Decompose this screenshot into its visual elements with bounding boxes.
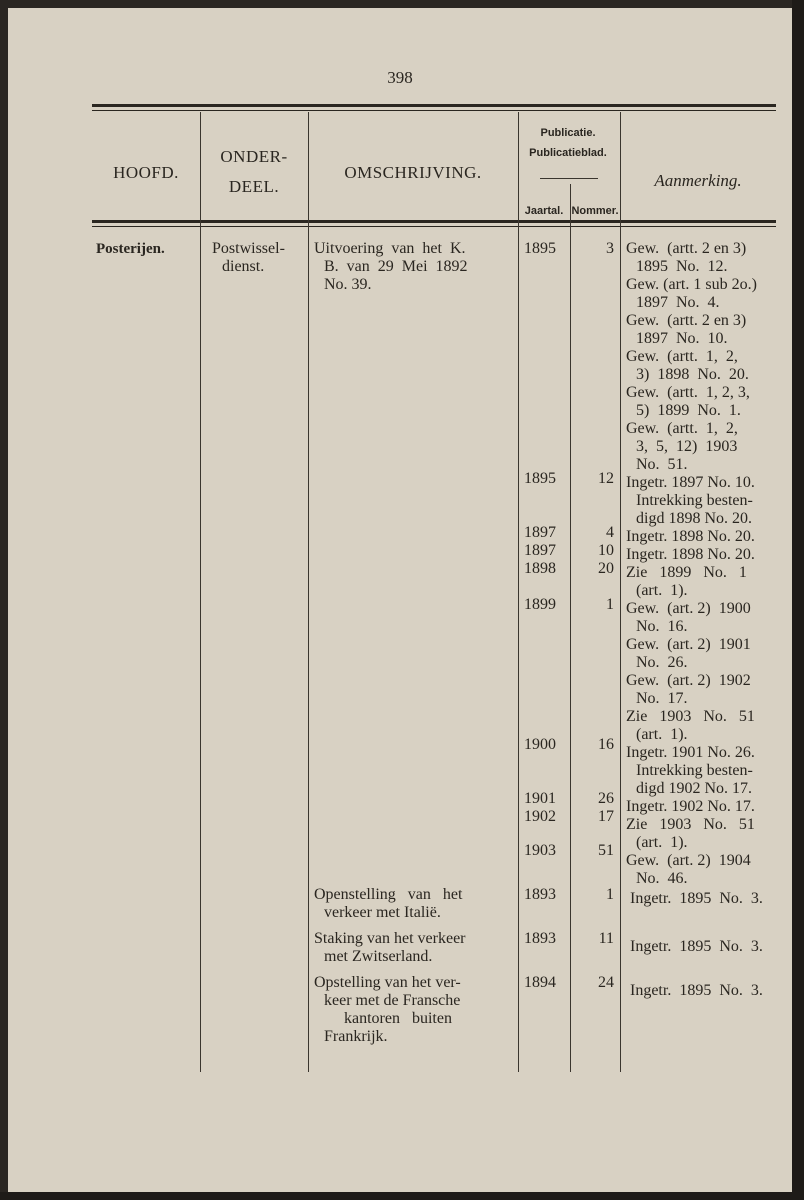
nommer-cell: 11 [598, 930, 614, 947]
header-aanmerking: Aanmerking. [654, 171, 742, 190]
aanmerking-line: Intrekking besten- [636, 492, 753, 509]
aanmerking-line: Zie 1903 No. 51 [626, 708, 755, 725]
jaartal-cell: 1893 [524, 930, 556, 947]
nommer-cell: 1 [606, 886, 614, 903]
aanmerking-line: 5) 1899 No. 1. [636, 402, 741, 419]
omschrijving-line: Opstelling van het ver- [314, 974, 461, 991]
omschrijving-line: No. 39. [324, 276, 372, 293]
omschrijving-line: Openstelling van het [314, 886, 463, 903]
jaartal-cell: 1903 [524, 842, 556, 859]
nommer-cell: 1 [606, 596, 614, 613]
jaartal-cell: 1898 [524, 560, 556, 577]
aanmerking-line: Gew. (artt. 1, 2, [626, 348, 738, 365]
aanmerking-line: 1897 No. 10. [636, 330, 728, 347]
aanmerking-line: Gew. (art. 1 sub 2o.) [626, 276, 757, 293]
aanmerking-line: Gew. (art. 2) 1901 [626, 636, 751, 653]
header-jaartal: Jaartal. [524, 205, 564, 217]
aanmerking-line: No. 51. [636, 456, 688, 473]
nommer-cell: 17 [598, 808, 614, 825]
aanmerking-line: Ingetr. 1898 No. 20. [626, 528, 755, 545]
column-divider [620, 112, 621, 1072]
omschrijving-line: Frankrijk. [324, 1028, 388, 1045]
nommer-cell: 16 [598, 736, 614, 753]
aanmerking-line: Ingetr. 1897 No. 10. [626, 474, 755, 491]
aanmerking-line: Gew. (artt. 1, 2, 3, [626, 384, 750, 401]
header-rule-thin [92, 226, 776, 227]
aanmerking-line: Ingetr. 1895 No. 3. [630, 982, 763, 999]
omschrijving-line: met Zwitserland. [324, 948, 433, 965]
aanmerking-line: Zie 1899 No. 1 [626, 564, 747, 581]
column-divider [200, 112, 201, 1072]
jaartal-cell: 1901 [524, 790, 556, 807]
nommer-cell: 51 [598, 842, 614, 859]
aanmerking-line: Gew. (art. 2) 1900 [626, 600, 751, 617]
jaartal-cell: 1897 [524, 542, 556, 559]
aanmerking-line: Ingetr. 1895 No. 3. [630, 890, 763, 907]
column-divider [518, 112, 519, 1072]
header-onderdeel-line2: DEEL. [228, 177, 280, 196]
aanmerking-line: No. 17. [636, 690, 688, 707]
document-page [8, 8, 792, 1192]
onderdeel-line: Postwissel- [212, 240, 285, 257]
top-rule [92, 104, 776, 107]
jaartal-cell: 1899 [524, 596, 556, 613]
nommer-cell: 4 [606, 524, 614, 541]
omschrijving-line: keer met de Fransche [324, 992, 461, 1009]
jaartal-cell: 1893 [524, 886, 556, 903]
jaartal-cell: 1902 [524, 808, 556, 825]
header-hoofd: HOOFD. [113, 163, 179, 182]
aanmerking-line: 3, 5, 12) 1903 [636, 438, 738, 455]
jaartal-cell: 1895 [524, 470, 556, 487]
aanmerking-line: 3) 1898 No. 20. [636, 366, 749, 383]
top-rule-thin [92, 110, 776, 111]
aanmerking-line: Gew. (artt. 2 en 3) [626, 312, 747, 329]
aanmerking-line: digd 1898 No. 20. [636, 510, 752, 527]
nommer-cell: 24 [598, 974, 614, 991]
jaartal-cell: 1894 [524, 974, 556, 991]
aanmerking-line: Ingetr. 1902 No. 17. [626, 798, 755, 815]
jaartal-cell: 1897 [524, 524, 556, 541]
aanmerking-line: Gew. (art. 2) 1904 [626, 852, 751, 869]
omschrijving-line: B. van 29 Mei 1892 [324, 258, 468, 275]
aanmerking-line: Ingetr. 1901 No. 26. [626, 744, 755, 761]
omschrijving-line: Uitvoering van het K. [314, 240, 466, 257]
aanmerking-line: (art. 1). [636, 834, 688, 851]
aanmerking-line: Intrekking besten- [636, 762, 753, 779]
jaartal-cell: 1900 [524, 736, 556, 753]
aanmerking-line: Zie 1903 No. 51 [626, 816, 755, 833]
header-publicatie: Publicatie. [540, 127, 596, 139]
header-onderdeel-line1: ONDER- [220, 147, 288, 166]
nommer-cell: 12 [598, 470, 614, 487]
aanmerking-line: digd 1902 No. 17. [636, 780, 752, 797]
nommer-cell: 26 [598, 790, 614, 807]
omschrijving-line: Staking van het verkeer [314, 930, 466, 947]
aanmerking-line: (art. 1). [636, 582, 688, 599]
aanmerking-line: No. 16. [636, 618, 688, 635]
nommer-cell: 3 [606, 240, 614, 257]
page-number: 398 [387, 68, 413, 87]
publicatie-brace [540, 178, 598, 179]
aanmerking-line: Ingetr. 1898 No. 20. [626, 546, 755, 563]
scan-edge-bottom [0, 1192, 804, 1200]
hoofd-label: Posterijen. [96, 241, 165, 257]
nommer-cell: 20 [598, 560, 614, 577]
aanmerking-line: Gew. (artt. 2 en 3) [626, 240, 747, 257]
header-publicatieblad: Publicatieblad. [529, 147, 607, 159]
aanmerking-line: Gew. (art. 2) 1902 [626, 672, 751, 689]
nommer-cell: 10 [598, 542, 614, 559]
aanmerking-line: 1895 No. 12. [636, 258, 728, 275]
aanmerking-line: Gew. (artt. 1, 2, [626, 420, 738, 437]
aanmerking-line: No. 46. [636, 870, 688, 887]
aanmerking-line: Ingetr. 1895 No. 3. [630, 938, 763, 955]
onderdeel-line: dienst. [222, 258, 265, 275]
header-nommer: Nommer. [571, 205, 619, 217]
omschrijving-line: verkeer met Italië. [324, 904, 441, 921]
column-divider [308, 112, 309, 1072]
header-rule [92, 220, 776, 223]
scan-edge-right [792, 0, 804, 1200]
aanmerking-line: 1897 No. 4. [636, 294, 720, 311]
aanmerking-line: No. 26. [636, 654, 688, 671]
aanmerking-line: (art. 1). [636, 726, 688, 743]
jaartal-cell: 1895 [524, 240, 556, 257]
header-omschrijving: OMSCHRIJVING. [344, 163, 482, 182]
omschrijving-line: kantoren buiten [344, 1010, 452, 1027]
